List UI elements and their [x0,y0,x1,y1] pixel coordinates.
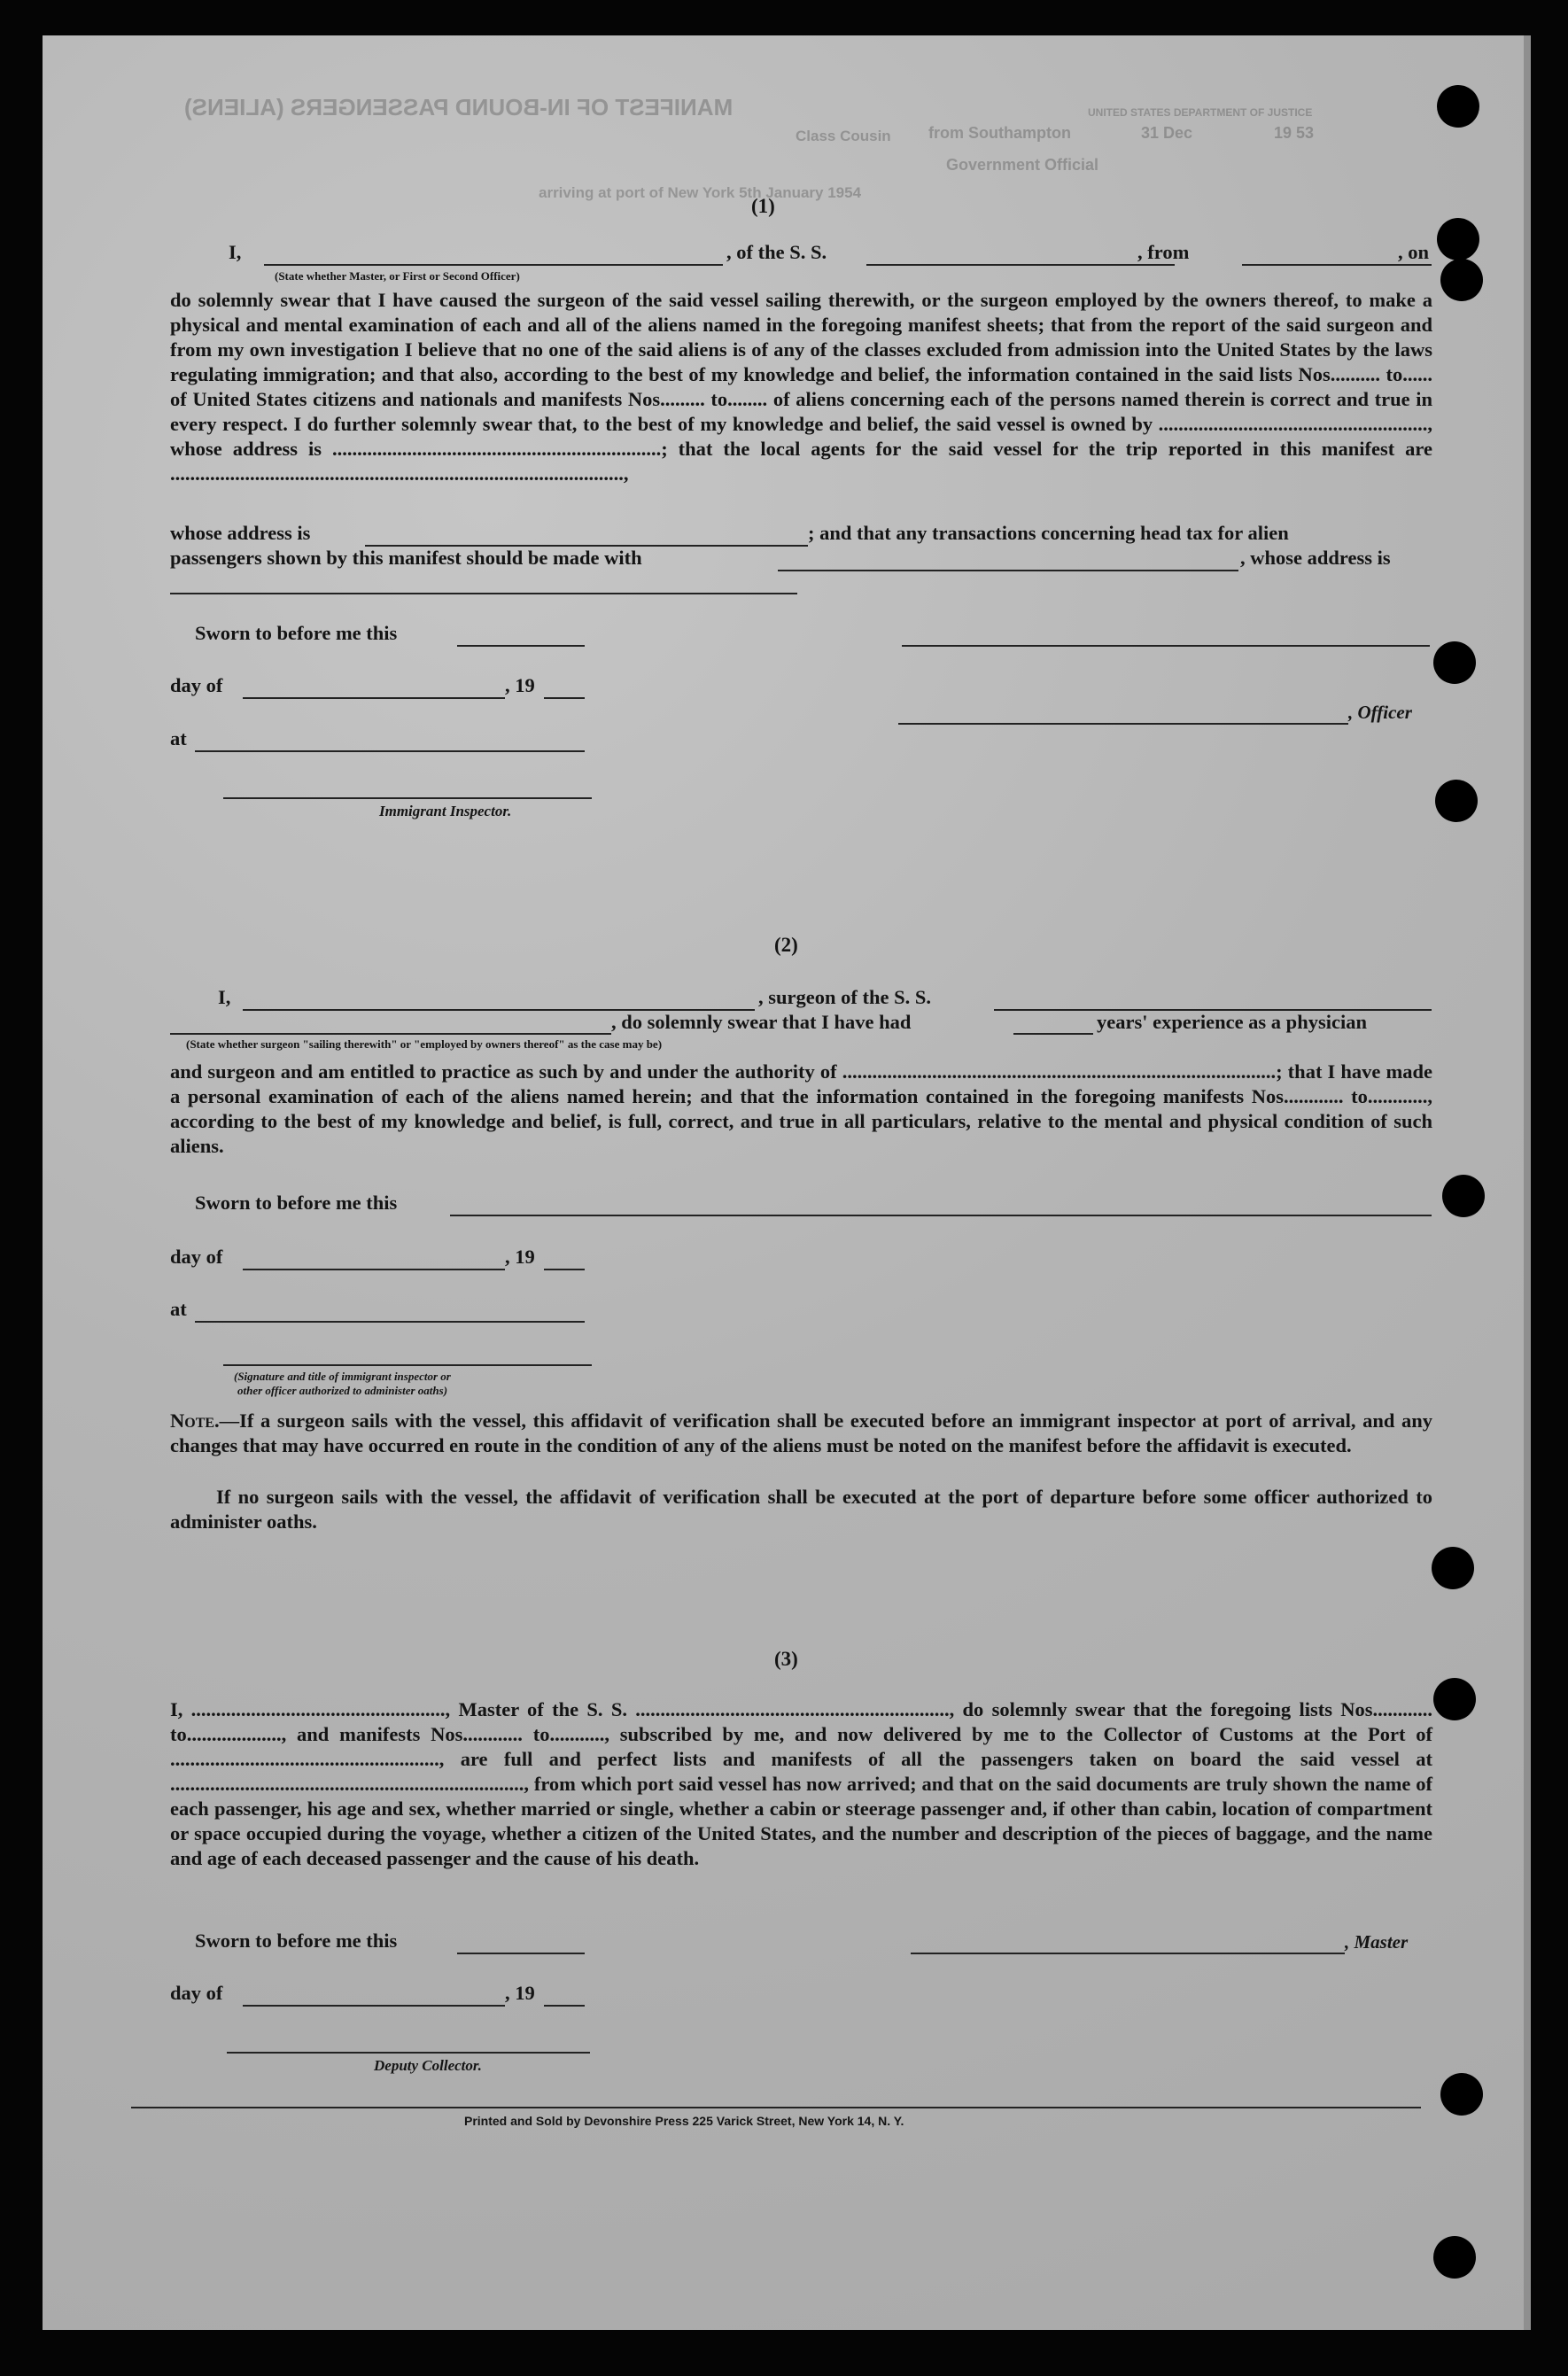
sec1-i: I, [229,241,242,263]
sec2-year: , 19 [505,1246,535,1268]
sec1-passengers: passengers shown by this manifest should be made with [170,547,642,569]
sec2-signature-caption-1: (Signature and title of immigrant inspector or [234,1370,451,1383]
punch-hole [1433,1678,1476,1720]
sec2-day-of: day of [170,1246,223,1268]
sec3-deputy-line [227,2052,590,2054]
sec2-day-line [243,1269,505,1270]
sec1-officer-line [898,723,1348,725]
sec1-whose-address-b: , whose address is [1240,547,1391,569]
sec1-sworn-line [457,645,585,647]
sec1-day-line [243,697,505,699]
faint-year: 19 53 [1274,124,1315,142]
section-3-number: (3) [774,1648,798,1670]
sec1-trailing-line [170,593,797,594]
sec2-surgeon: , surgeon of the S. S. [758,986,932,1008]
punch-hole [1437,85,1479,128]
sec2-at: at [170,1298,187,1320]
sec2-signature-line [585,1215,1432,1216]
sec2-sworn-line [450,1215,585,1216]
sec1-caption: (State whether Master, or First or Second Officer) [275,269,520,283]
sec2-note [170,1409,1432,1458]
punch-hole [1432,1547,1474,1589]
sec1-ship-line [866,264,1175,266]
sec3-day-line [243,2005,505,2007]
sec2-years: years' experience as a physician [1097,1011,1367,1033]
sec3-master: , Master [1345,1931,1409,1953]
sec2-i: I, [218,986,231,1008]
sec1-year-line [544,697,585,699]
sec1-year: , 19 [505,674,535,696]
sec1-from: , from [1137,241,1190,263]
punch-hole [1440,2073,1483,2116]
section-2-number: (2) [774,934,798,956]
note-label: Note. [170,1409,220,1432]
punch-hole [1437,218,1479,260]
sec3-master-line [911,1953,1345,1954]
note-text: —If a surgeon sails with the vessel, this affidavit of verification shall be executed before an immigrant inspector at port of arrival, and any changes that may have occurred en route in the condition of any of the aliens must be noted on the manifest before the affidavit is executed. [170,1409,1432,1456]
section-1-number: (1) [751,195,775,217]
sec2-body: and surgeon and am entitled to practice as such by and under the authority of .......................................................................................; that I have made a personal examination of each of the aliens named herein; and that the information contained in the foregoing manifests Nos............ to............, according to the best of my knowledge and belief, is full, correct, and true in all particulars, relative to the mental and physical condition of such aliens. [170,1060,1432,1157]
faint-date: 31 Dec [1141,124,1193,142]
sec1-made-with-line [778,570,1238,571]
sec3-body: I, ..................................................., Master of the S. S. ..............................................................., do solemnly swear that the foregoing lists Nos............ to..................., and manifests Nos............ to..........., subscribed by me, and now delivered by me to the Collector of Customs at the Port of ......................................................, are full and perfect lists and manifests of all the passengers taken on board the said vessel at ......................................................................., from which port said vessel has now arrived; and that on the said documents are truly shown the name of each passenger, his age and sex, whether married or single, whether a cabin or steerage passenger and, if other than cabin, location of compartment or space occupied during the voyage, whether a citizen of the United States, and the number and description of the pieces of baggage, and the name and age of each deceased passenger and the cause of his death. [170,1698,1432,1869]
faint-class: Class Cousin [796,128,891,144]
sec3-day-of: day of [170,1982,223,2004]
sec2-at-line [195,1321,585,1323]
sec2-caption-line [170,1033,611,1035]
faint-form-title: MANIFEST OF IN-BOUND PASSENGERS (ALIENS) [184,94,734,120]
punch-hole [1440,259,1483,301]
sec1-at-line [195,750,585,752]
sec2-inspector-line [223,1364,592,1366]
sec1-inspector: Immigrant Inspector. [379,803,512,819]
sec1-from-line [1242,264,1432,266]
sec3-year: , 19 [505,1982,535,2004]
sec1-head-tax: ; and that any transactions concerning head tax for alien [808,522,1289,544]
sec2-caption: (State whether surgeon "sailing therewith" or "employed by owners thereof" as the case may be) [186,1037,663,1051]
manifest-page [43,35,1531,2330]
sec1-officer-signature-line [902,645,1430,647]
sec1-day-of: day of [170,674,223,696]
footer-printer: Printed and Sold by Devonshire Press 225 Varick Street, New York 14, N. Y. [464,2114,904,2128]
sec2-sworn: Sworn to before me this [195,1192,398,1214]
note-2-text: If no surgeon sails with the vessel, the affidavit of verification shall be executed at the port of departure before some officer authorized to administer oaths. [170,1486,1432,1533]
sec2-signature-caption-2: other officer authorized to administer oaths) [237,1384,448,1397]
sec1-inspector-line [223,797,592,799]
sec1-sworn: Sworn to before me this [195,622,398,644]
punch-hole [1442,1175,1485,1217]
sec2-note-2 [170,1485,1432,1534]
sec1-of-ss: , of the S. S. [726,241,827,263]
sec1-body: do solemnly swear that I have caused the surgeon of the said vessel sailing therewith, or the surgeon employed by the owners thereof, to make a physical and mental examination of each and all of the aliens named in the foregoing manifest sheets; that from the report of the said surgeon and from my own investigation I believe that no one of the said aliens is of any of the classes excluded from admission into the United States by the laws regulating immigration; and that also, according to the best of my knowledge and belief, the information contained in the said lists Nos.......... to...... of United States citizens and nationals and manifests Nos......... to........ of aliens concerning each of the persons named therein is correct and true in every respect. I do further solemnly swear that, to the best of my knowledge and belief, the said vessel is owned by ......................................................, whose address is ..................................................................; that the local agents for the said vessel for the trip reported in this manifest are ..........................................................................................., [170,289,1432,485]
sec1-at: at [170,727,187,749]
faint-official: Government Official [946,156,1099,174]
faint-arriving: arriving at port of New York 5th January 1954 [539,184,862,201]
sec3-deputy: Deputy Collector. [374,2057,482,2074]
sec1-on: , on [1398,241,1430,263]
punch-hole [1433,641,1476,684]
faint-department: UNITED STATES DEPARTMENT OF JUSTICE [1088,106,1313,119]
sec3-sworn-line [457,1953,585,1954]
sec1-whose-address: whose address is [170,522,311,544]
sec3-year-line [544,2005,585,2007]
sec1-officer: , Officer [1348,702,1412,723]
sec3-sworn: Sworn to before me this [195,1930,398,1952]
sec2-year-line [544,1269,585,1270]
faint-from: from Southampton [928,124,1071,142]
sec1-name-line [264,264,723,266]
footer-rule [131,2107,1421,2108]
sec2-years-line [1013,1033,1093,1035]
punch-hole [1435,780,1478,822]
punch-hole [1433,2236,1476,2279]
sec2-swear: , do solemnly swear that I have had [611,1011,912,1033]
